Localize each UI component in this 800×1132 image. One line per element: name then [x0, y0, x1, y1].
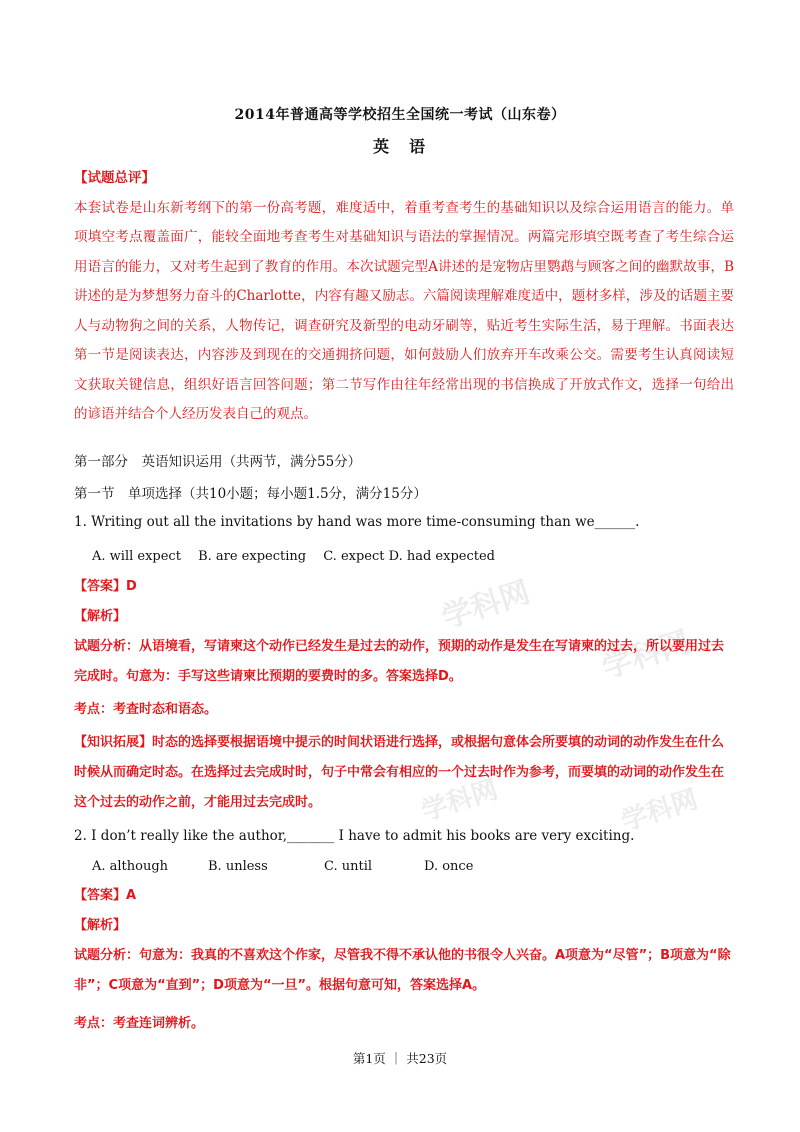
q2-option-a: A. although [92, 859, 169, 874]
summary-body: 本套试卷是山东新考纲下的第一份高考题，难度适中，着重考查考生的基础知识以及综合运用语言的能力。单项填空考点覆盖面广，能较全面地考查考生对基础知识与语法的掌握情况。两篇完形填空既考查了考生综合运用语言的能力，又对考生起到了教育的作用。本次试题完型A讲述的是宠物店里鹦鹉与顾客之间的幽默故事，B讲述的是为梦想努力奋斗的Charlotte，内容有趣又励志。六篇阅读理解难度适中，题材多样，涉及的话题主要人与动物狗之间的关系，人物传记，调查研究及新型的电动牙刷等，贴近考生实际生活，易于理解。书面表达第一节是阅读表达，内容涉及到现在的交通拥挤问题，如何鼓励人们放弃开车改乘公交。需要考生认真阅读短文获取关键信息，组织好语言回答问题；第二节写作由往年经常出现的书信换成了开放式作文，选择一句给出的谚语并结合个人经历发表自己的观点。 [74, 199, 734, 422]
q2-analysis: 试题分析：句意为：我真的不喜欢这个作家，尽管我不得不承认他的书很令人兴奋。A项意为“尽管”；B项意为“除非”；C项意为“直到”；D项意为“一旦”。根据句意可知，答案选择A。 [74, 948, 731, 993]
q1-analysis: 试题分析：从语境看，写请柬这个动作已经发生是过去的动作，预期的动作是发生在写请柬的过去，所以要用过去完成时。句意为：手写这些请柬比预期的要费时的多。答案选择D。 [74, 639, 725, 684]
q1-extend-body: 时态的选择要根据语境中提示的时间状语进行选择，或根据句意体会所要填的动词的动作发生在什么时候从而确定时态。在选择过去完成时时，句子中常会有相应的一个过去时作为参考，而要填的动词的动作发生在这个过去的动作之前，才能用过去完成时。 [74, 735, 725, 810]
q1-options: A. will expect B. are expecting C. expect D. had expected [92, 549, 495, 564]
q2-stem: 2. I don’t really like the author,_______ I have to admit his books are very exciting. [74, 828, 635, 844]
q2-option-d: D. once [424, 859, 474, 874]
page-footer: 第1页 ｜ 共23页 [352, 1051, 448, 1066]
q1-point: 考点：考查时态和语态。 [74, 702, 218, 717]
summary-section [74, 164, 734, 430]
q2-answer [74, 884, 754, 903]
q1-extend [74, 728, 734, 818]
q1-answer-value: D [126, 579, 137, 594]
q1-answer [74, 575, 754, 594]
q2-answer-value: A [126, 888, 137, 903]
q1-extend-tag: 【知识拓展】 [74, 735, 153, 750]
watermark-2: 学科网 [597, 624, 695, 686]
section1-heading: 第一节 单项选择（共10小题；每小题1.5分，满分15分） [74, 486, 427, 502]
exam-title: 2014年普通高等学校招生全国统一考试（山东卷） [234, 107, 566, 123]
q1-answer-tag: 【答案】 [74, 579, 127, 594]
q1-analysis-tag: 【解析】 [74, 609, 127, 624]
q2-point: 考点：考查连词辨析。 [74, 1016, 205, 1031]
q2-analysis-tag: 【解析】 [74, 918, 127, 933]
watermark-1: 学科网 [437, 574, 535, 636]
q2-option-b: B. unless [208, 859, 268, 874]
subject-title: 英 语 [372, 137, 427, 156]
watermark-3: 学科网 [418, 774, 502, 828]
part1-heading: 第一部分 英语知识运用（共两节，满分55分） [74, 454, 362, 470]
watermark-4: 学科网 [618, 784, 702, 838]
q2-option-c: C. until [324, 859, 373, 874]
q1-stem: 1. Writing out all the invitations by hand was more time-consuming than we______. [74, 514, 640, 530]
summary-heading: 【试题总评】 [74, 170, 155, 186]
q2-answer-tag: 【答案】 [74, 888, 127, 903]
